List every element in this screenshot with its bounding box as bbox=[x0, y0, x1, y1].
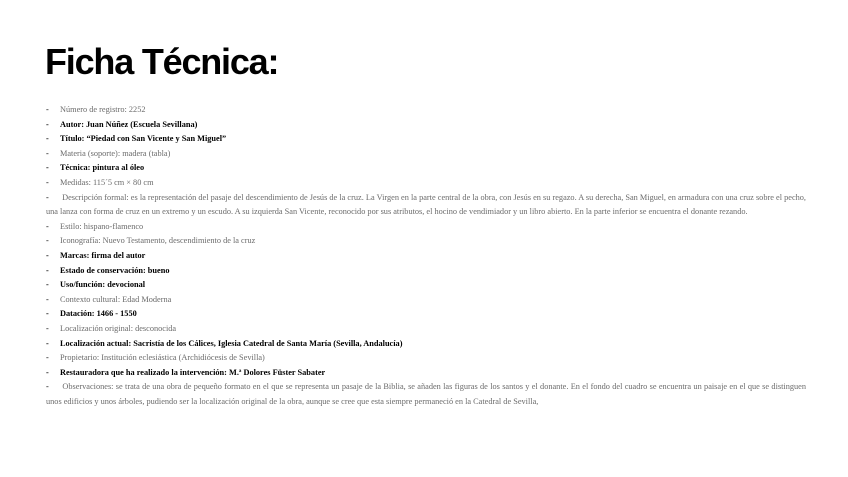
bullet-dash: - bbox=[46, 294, 49, 304]
list-item-propietario bbox=[46, 351, 806, 366]
list-item-iconografia bbox=[46, 234, 806, 249]
bullet-dash: - bbox=[46, 280, 49, 290]
bullet-dash: - bbox=[46, 250, 49, 260]
list-item-materia bbox=[46, 147, 806, 162]
bullet-dash: - bbox=[46, 134, 49, 144]
item-text: Número de registro: 2252 bbox=[60, 105, 146, 114]
item-text: Técnica: pintura al óleo bbox=[60, 163, 145, 173]
list-item-datacion bbox=[46, 307, 806, 322]
item-text: Estado de conservación: bueno bbox=[60, 265, 170, 275]
item-text: Observaciones: se trata de una obra de pequeño formato en el que se representa un pasaje de la Biblia, se añaden las figuras de los santos y el donante. En el fondo del cuadro se encuentra un paisaje en el que se distinguen unos edificios y unos árboles, pudiendo ser la localización original de la obra, aunque se cree que esta siempre permaneció en la Catedral de Sevilla, bbox=[46, 382, 806, 406]
item-text: Medidas: 115´5 cm × 80 cm bbox=[60, 177, 154, 187]
bullet-dash: - bbox=[46, 367, 49, 377]
list-item-estilo bbox=[46, 220, 806, 235]
list-item-uso bbox=[46, 278, 806, 293]
bullet-dash: - bbox=[46, 236, 49, 246]
item-text: Descripción formal: es la representación del pasaje del descendimiento de Jesús de la cruz. La Virgen en la parte central de la obra, con Jesús en su regazo. A su derecha, San Miguel, en armadura con una cruz sobre el pecho, una lanza con forma de cruz en un extremo y un escudo. A su izquierda San Vicente, reconocido por sus atributos, el hocino de vendimiador y un libro abierto. En la parte inferior se encuentra el donante rezando. bbox=[46, 192, 806, 217]
list-item-registro bbox=[46, 103, 806, 118]
list-item-marcas bbox=[46, 249, 806, 264]
item-text: Iconografía: Nuevo Testamento, descendimiento de la cruz bbox=[60, 236, 256, 246]
bullet-dash: - bbox=[46, 163, 49, 173]
item-text: Datación: 1466 - 1550 bbox=[60, 309, 137, 319]
bullet-dash: - bbox=[46, 382, 49, 392]
item-text: Marcas: firma del autor bbox=[60, 250, 146, 260]
list-item-medidas bbox=[46, 176, 806, 191]
list-item-autor bbox=[46, 118, 806, 133]
list-item-localizacion-actual bbox=[46, 337, 806, 352]
bullet-dash: - bbox=[46, 265, 49, 275]
item-text: Propietario: Institución eclesiástica (Archidiócesis de Sevilla) bbox=[60, 353, 265, 363]
list-item-localizacion-original bbox=[46, 322, 806, 337]
item-text: Estilo: hispano-flamenco bbox=[60, 221, 144, 231]
bullet-dash: - bbox=[46, 221, 49, 231]
bullet-dash: - bbox=[46, 148, 49, 158]
list-item-conservacion bbox=[46, 264, 806, 279]
item-text: Restauradora que ha realizado la intervención: M.ª Dolores Füster Sabater bbox=[60, 367, 326, 377]
list-item-descripcion bbox=[46, 191, 806, 220]
item-text: Materia (soporte): madera (tabla) bbox=[60, 148, 171, 158]
list-item-restauradora bbox=[46, 366, 806, 381]
item-text: Autor: Juan Núñez (Escuela Sevillana) bbox=[60, 119, 198, 129]
item-text: Uso/función: devocional bbox=[60, 280, 146, 290]
bullet-dash: - bbox=[46, 105, 49, 114]
bullet-dash: - bbox=[46, 338, 49, 348]
item-text: Localización original: desconocida bbox=[60, 323, 177, 333]
item-text: Título: “Piedad con San Vicente y San Miguel” bbox=[60, 134, 227, 144]
list-item-titulo bbox=[46, 132, 806, 147]
technical-sheet-list bbox=[46, 103, 806, 409]
item-text: Localización actual: Sacristía de los Cálices, Iglesia Catedral de Santa María (Sevilla, Andalucía) bbox=[60, 338, 403, 348]
bullet-dash: - bbox=[46, 309, 49, 319]
bullet-dash: - bbox=[46, 192, 49, 202]
item-text: Contexto cultural: Edad Moderna bbox=[60, 294, 172, 304]
list-item-observaciones bbox=[46, 380, 806, 409]
bullet-dash: - bbox=[46, 353, 49, 363]
bullet-dash: - bbox=[46, 119, 49, 129]
list-item-tecnica bbox=[46, 161, 806, 176]
bullet-dash: - bbox=[46, 323, 49, 333]
page-title: Ficha Técnica: bbox=[45, 41, 279, 82]
bullet-dash: - bbox=[46, 177, 49, 187]
list-item-contexto bbox=[46, 293, 806, 308]
